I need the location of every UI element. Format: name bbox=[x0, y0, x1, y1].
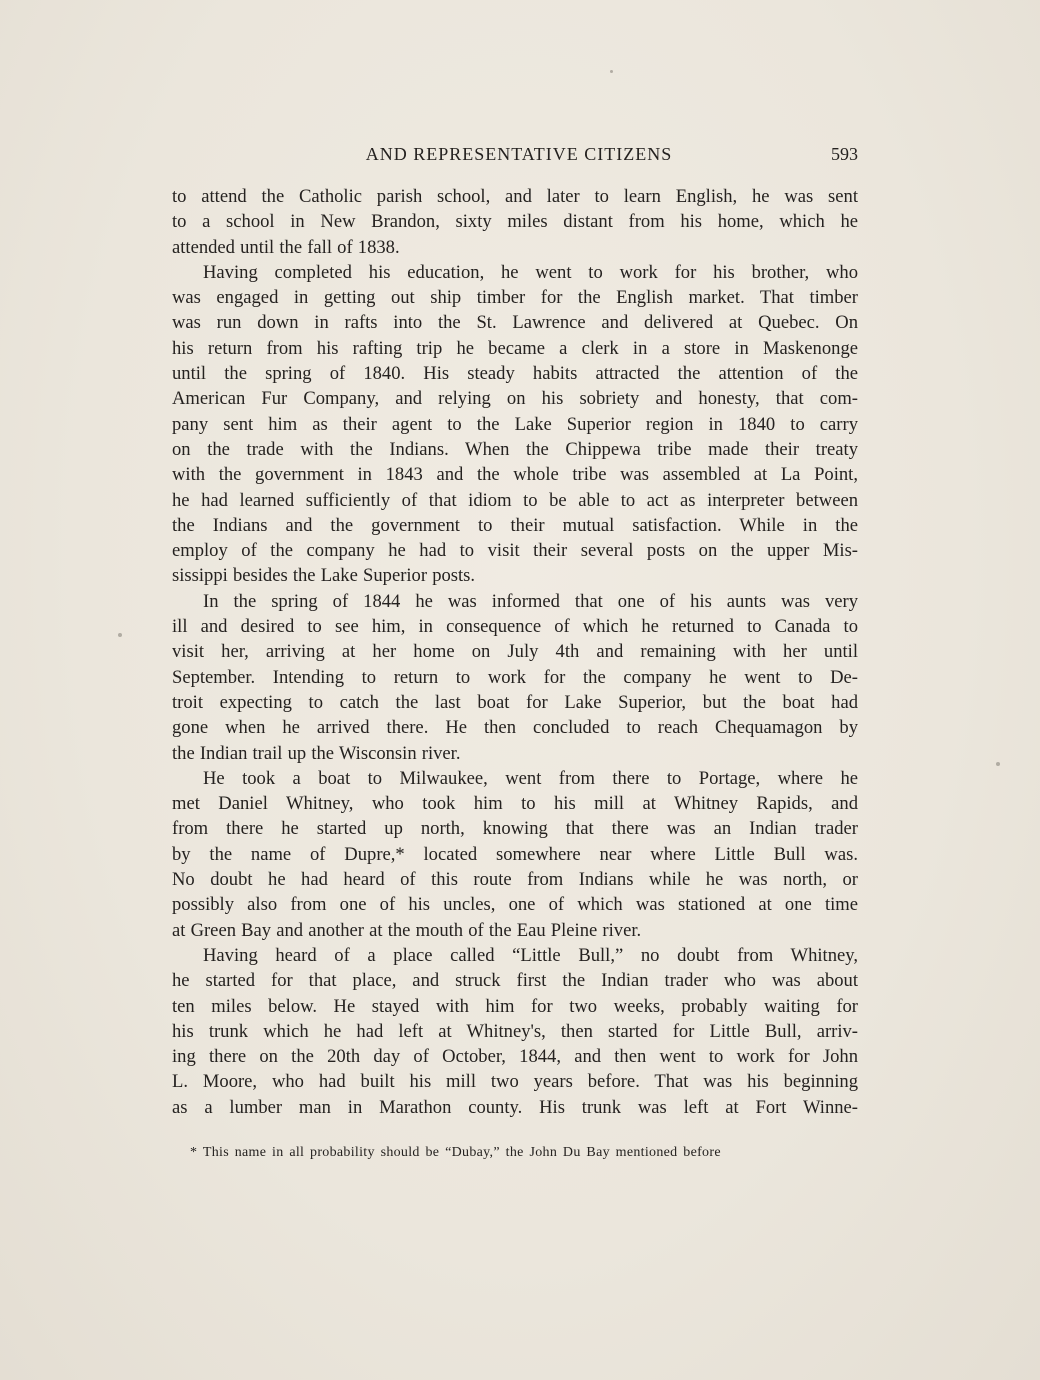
page-header bbox=[172, 144, 858, 170]
paper-speck bbox=[610, 70, 613, 73]
text-line: he started for that place, and struck first the Indian trader who was about bbox=[172, 970, 858, 992]
text-line: his trunk which he had left at Whitney's, then started for Little Bull, arriv- bbox=[172, 1020, 858, 1042]
text-line: ing there on the 20th day of October, 1844, and then went to work for John bbox=[172, 1046, 858, 1068]
text-line: he had learned sufficiently of that idiom to be able to act as interpreter between bbox=[172, 489, 858, 511]
page-number: 593 bbox=[831, 144, 858, 164]
text-line: by the name of Dupre,* located somewhere near where Little Bull was. bbox=[172, 843, 858, 865]
text-line: from there he started up north, knowing that there was an Indian trader bbox=[172, 818, 858, 840]
body-text bbox=[172, 184, 858, 1120]
paragraph-first-line: He took a boat to Milwaukee, went from there to Portage, where he bbox=[203, 767, 858, 789]
text-line: met Daniel Whitney, who took him to his mill at Whitney Rapids, and bbox=[172, 793, 858, 815]
paragraph-first-line: Having heard of a place called “Little Bull,” no doubt from Whitney, bbox=[203, 944, 858, 966]
text-line: possibly also from one of his uncles, one of which was stationed at one time bbox=[172, 894, 858, 916]
text-line: employ of the company he had to visit their several posts on the upper Mis- bbox=[172, 540, 858, 562]
text-line: gone when he arrived there. He then concluded to reach Chequamagon by bbox=[172, 717, 858, 739]
paper-speck bbox=[996, 762, 1000, 766]
text-line: attended until the fall of 1838. bbox=[172, 236, 400, 258]
text-line: was run down in rafts into the St. Lawrence and delivered at Quebec. On bbox=[172, 312, 858, 334]
text-line: the Indian trail up the Wisconsin river. bbox=[172, 742, 461, 764]
text-line: on the trade with the Indians. When the Chippewa tribe made their treaty bbox=[172, 438, 858, 460]
text-line: was engaged in getting out ship timber for the English market. That timber bbox=[172, 287, 858, 309]
text-line: to attend the Catholic parish school, and later to learn English, he was sent bbox=[172, 186, 858, 207]
text-line: with the government in 1843 and the whole tribe was assembled at La Point, bbox=[172, 464, 858, 486]
paragraph-first-line: In the spring of 1844 he was informed that one of his aunts was very bbox=[203, 590, 858, 612]
paragraph-first-line: Having completed his education, he went to work for his brother, who bbox=[203, 261, 858, 283]
text-line: as a lumber man in Marathon county. His trunk was left at Fort Winne- bbox=[172, 1096, 858, 1118]
text-line: at Green Bay and another at the mouth of the Eau Pleine river. bbox=[172, 919, 642, 941]
text-line: No doubt he had heard of this route from Indians while he was north, or bbox=[172, 869, 858, 891]
running-head: AND REPRESENTATIVE CITIZENS bbox=[365, 144, 673, 164]
text-line: visit her, arriving at her home on July 4th and remaining with her until bbox=[172, 641, 858, 663]
paper-speck bbox=[118, 633, 122, 637]
text-line: pany sent him as their agent to the Lake Superior region in 1840 to carry bbox=[172, 413, 858, 435]
text-line: September. Intending to return to work for the company he went to De- bbox=[172, 666, 858, 688]
footnote: * This name in all probability should be “Dubay,” the John Du Bay mentioned before bbox=[190, 1145, 721, 1160]
text-line: the Indians and the government to their mutual satisfaction. While in the bbox=[172, 514, 858, 536]
text-line: American Fur Company, and relying on his sobriety and honesty, that com- bbox=[172, 388, 858, 410]
text-line: L. Moore, who had built his mill two years before. That was his beginning bbox=[172, 1071, 858, 1093]
text-line: until the spring of 1840. His steady habits attracted the attention of the bbox=[172, 363, 858, 385]
text-line: sissippi besides the Lake Superior posts. bbox=[172, 565, 476, 587]
text-line: his return from his rafting trip he became a clerk in a store in Maskenonge bbox=[172, 337, 858, 359]
text-line: ill and desired to see him, in consequence of which he returned to Canada to bbox=[172, 616, 858, 638]
text-line: troit expecting to catch the last boat for Lake Superior, but the boat had bbox=[172, 691, 858, 713]
text-line: ten miles below. He stayed with him for two weeks, probably waiting for bbox=[172, 995, 858, 1017]
text-line: to a school in New Brandon, sixty miles distant from his home, which he bbox=[172, 211, 858, 233]
